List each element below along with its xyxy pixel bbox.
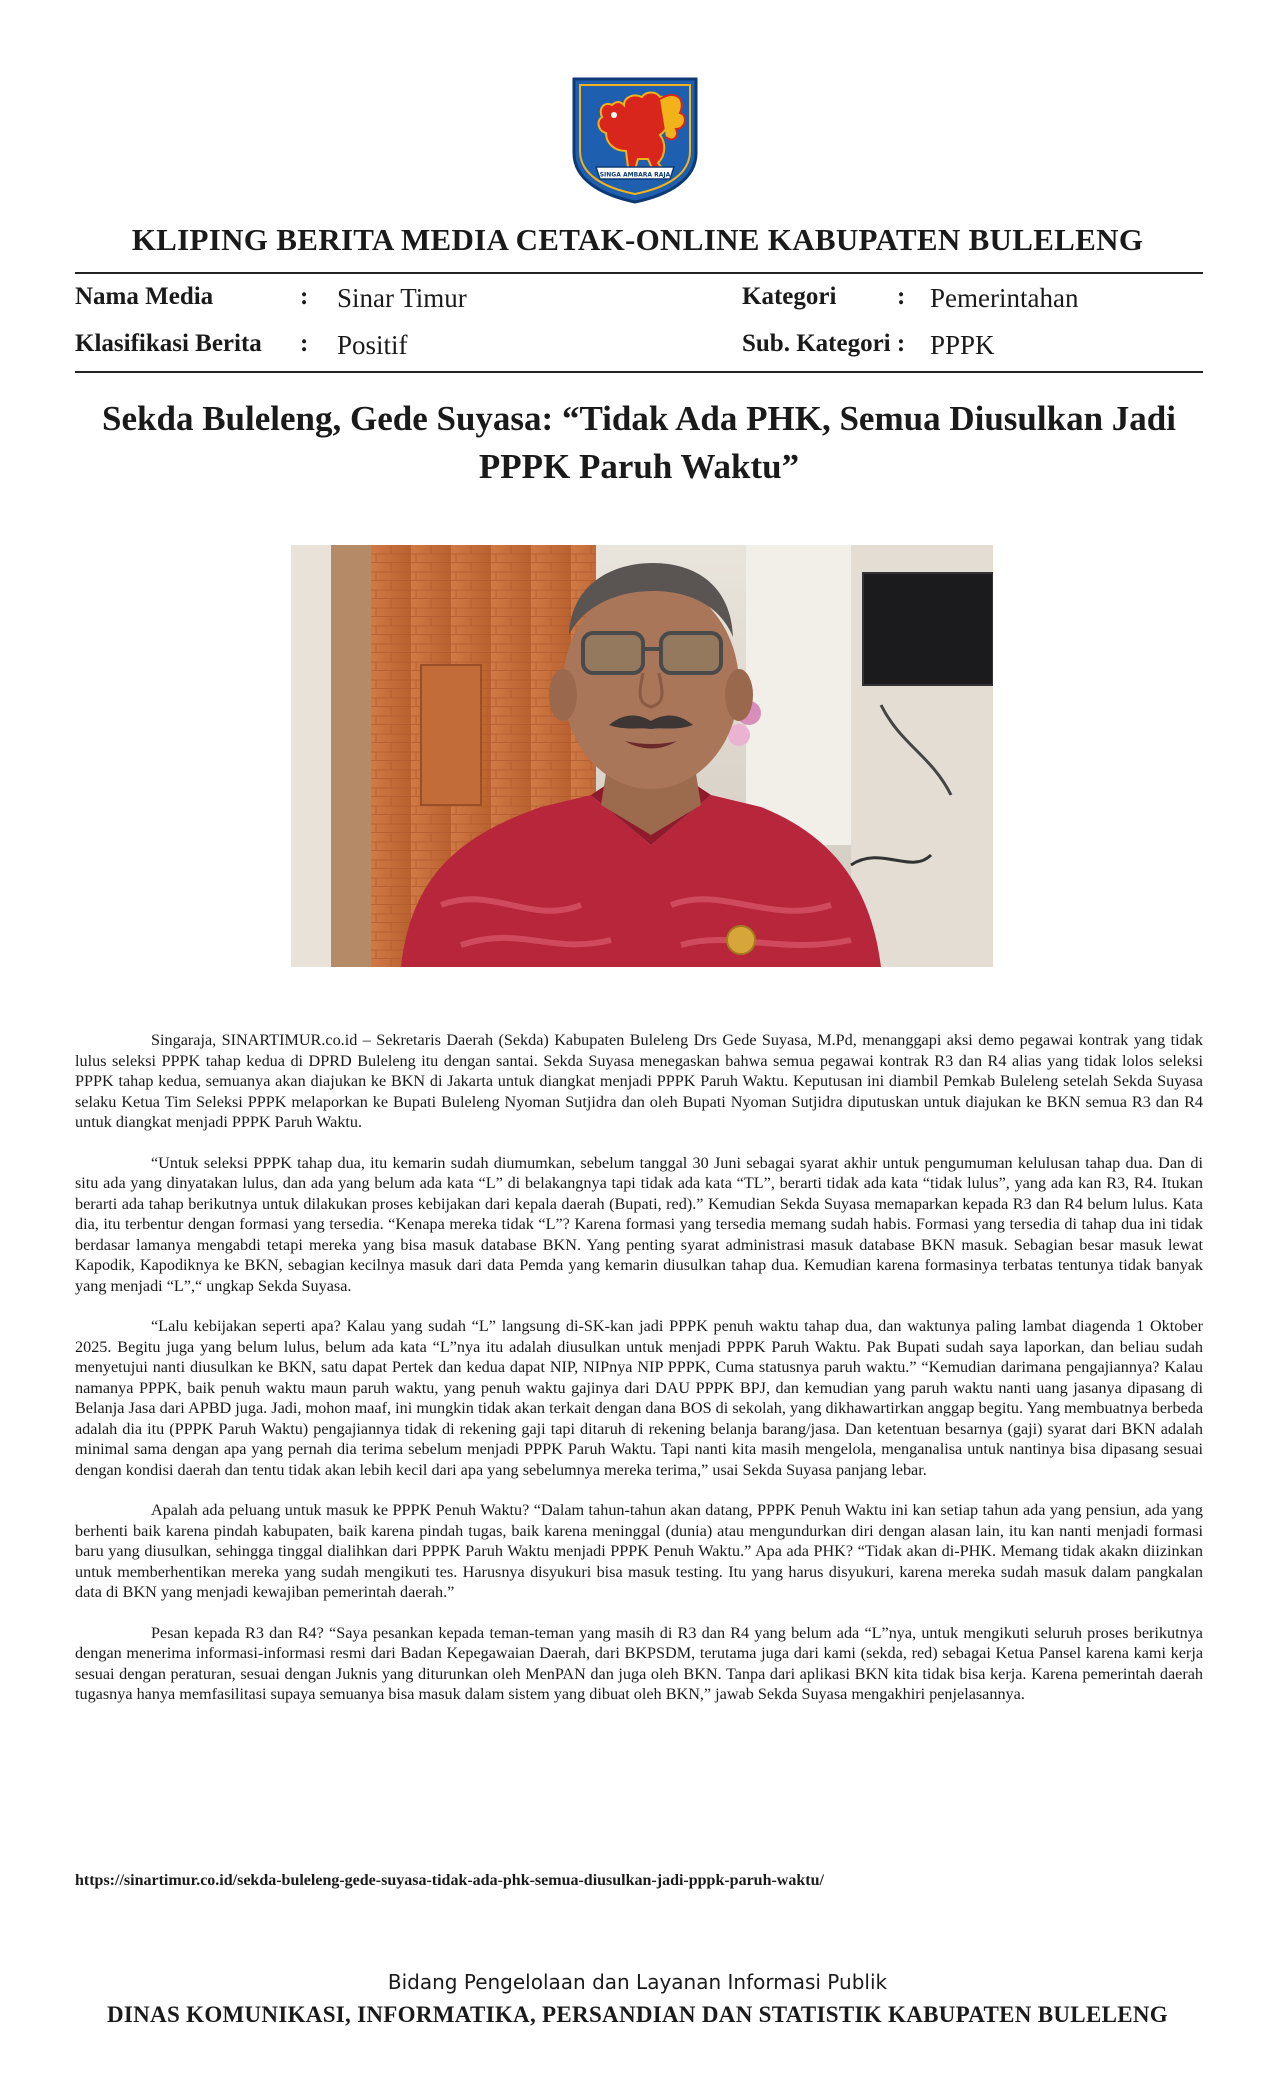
footer-division: Bidang Pengelolaan dan Layanan Informasi Publik: [387, 1970, 888, 1994]
crest-emblem-text: SINGA AMBARA RAJA: [599, 171, 671, 179]
classification-value: Positif: [337, 330, 408, 360]
source-url: https://sinartimur.co.id/sekda-buleleng-gede-suyasa-tidak-ada-phk-semua-diusulkan-jadi-pppk-paruh-waktu/: [75, 1872, 824, 1889]
clipping-title: KLIPING BERITA MEDIA CETAK-ONLINE KABUPATEN BULELENG: [131, 222, 1144, 257]
classification-label: Klasifikasi Berita: [75, 330, 262, 357]
article-photo: [291, 545, 993, 967]
article-paragraph: Apalah ada peluang untuk masuk ke PPPK Penuh Waktu? “Dalam tahun-tahun akan datang, PPPK Penuh Waktu ini kan setiap tahun ada yang pensiun, ada yang berhenti baik karena pindah kabupaten, baik karena pindah tugas, baik karena meninggal (dunia) atau mengundurkan diri dengan alasan lain, itu kan nanti menjadi formasi baru yang diusulkan, sehingga tinggal dialihkan dari PPPK Paruh Waktu menjadi PPPK Penuh Waktu.” Apa ada PHK? “Tidak akan di-PHK. Memang tidak akakn diizinkan untuk memberhentikan mereka yang sudah mengikuti tes. Harusnya disyukuri bisa masuk testing. Itu yang harus disyukuri, karena mereka sudah masuk dalam pangkalan data di BKN yang menjadi kewajiban pemerintah daerah.”: [75, 1501, 1203, 1601]
category-label: Kategori: [742, 283, 837, 310]
article-paragraph: “Lalu kebijakan seperti apa? Kalau yang sudah “L” langsung di-SK-kan jadi PPPK penuh waktu tahap dua, dan waktunya paling lambat diagenda 1 Oktober 2025. Begitu juga yang belum lulus, belum ada kata “L”nya itu adalah diusulkan untuk menjadi PPPK Paruh Waktu. Pak Bupati sudah saya laporkan, dan beliau sudah menyetujui nanti diusulkan ke BKN, satu dapat Pertek dan kedua dapat NIP, NIPnya NIP PPPK, Cuma statusnya paruh waktu.” “Kemudian darimana pengajiannya? Kalau namanya PPPK, baik penuh waktu maun paruh waktu, yang penuh waktu gajinya dari DAU PPPK BPJ, dan kemudian yang paruh waktu nanti uang jasanya dipasang di Belanja Jasa dari APBD juga. Jadi, mohon maaf, ini mungkin tidak akan terkait dengan dana BOS di sekolah, yang dikhawartirkan anggap begitu. Yang membuatnya berbeda adalah dia itu (PPPK Paruh Waktu) pengajiannya tidak di rekening gaji tapi ditaruh di rekening belanja barang/jasa. Dan ketentuan besarnya (gaji) syarat dari BKN adalah minimal sama dengan apa yang pernah dia terima sebelum menjadi PPPK Paruh Waktu. Tapi nanti kita masih mengelola, menganalisa untuk nantinya bisa dipasang sesuai dengan kondisi daerah dan tentu tidak akan lebih kecil dari apa yang sebelumnya mereka terima,” usai Sekda Suyasa panjang lebar.: [75, 1317, 1203, 1479]
article-body: [75, 1030, 1203, 1725]
subcategory-value: PPPK: [930, 330, 995, 360]
media-value: Sinar Timur: [337, 283, 467, 313]
category-colon: :: [897, 283, 906, 310]
media-colon: :: [300, 283, 309, 310]
article-headline: Sekda Buleleng, Gede Suyasa: “Tidak Ada PHK, Semua Diusulkan Jadi PPPK Paruh Waktu”: [102, 399, 1176, 486]
article-paragraph: Pesan kepada R3 dan R4? “Saya pesankan kepada teman-teman yang masih di R3 dan R4 yang belum ada “L”nya, untuk mengikuti seluruh proses berikutnya dengan menerima informasi-informasi resmi dari Badan Kepegawaian Daerah, dari BKPSDM, terutama juga dari kami (sekda, red) sebagai Ketua Pansel karena kami kerja sesuai dengan peraturan, sesuai dengan Juknis yang diturunkan oleh MenPAN dan juga oleh BKN. Tanpa dari aplikasi BKN kita tidak bisa kerja. Karena pemerintah daerah tugasnya hanya memfasilitasi supaya semuanya bisa masuk dalam sistem yang dibuat oleh BKN,” jawab Sekda Suyasa mengakhiri penjelasannya.: [75, 1623, 1203, 1703]
buleleng-lion-crest-icon: [568, 75, 702, 205]
article-paragraph: Singaraja, SINARTIMUR.co.id – Sekretaris Daerah (Sekda) Kabupaten Buleleng Drs Gede Suyasa, M.Pd, menanggapi aksi demo pegawai kontrak yang tidak lulus seleksi PPPK tahap kedua di DPRD Buleleng itu dengan santai. Sekda Suyasa menegaskan bahwa semua pegawai kontrak R3 dan R4 alias yang tidak lolos seleksi PPPK tahap kedua, semuanya akan diajukan ke BKN di Jakarta untuk diangkat menjadi PPPK Paruh Waktu. Keputusan ini diambil Pemkab Buleleng setelah Sekda Suyasa selaku Ketua Tim Seleksi PPPK melaporkan ke Bupati Buleleng Nyoman Sutjidra dan oleh Bupati Nyoman Sutjidra diputuskan untuk diajukan ke BKN semua R3 dan R4 untuk diangkat menjadi PPPK Paruh Waktu.: [75, 1031, 1203, 1131]
media-label: Nama Media: [75, 283, 214, 310]
footer-agency: DINAS KOMUNIKASI, INFORMATIKA, PERSANDIAN DAN STATISTIK KABUPATEN BULELENG: [107, 2002, 1168, 2027]
subcategory-label: Sub. Kategori :: [742, 330, 906, 357]
classification-colon: :: [300, 330, 309, 357]
header-rule-top: [75, 272, 1203, 274]
header-rule-bottom: [75, 371, 1203, 373]
article-paragraph: “Untuk seleksi PPPK tahap dua, itu kemarin sudah diumumkan, sebelum tanggal 30 Juni sebagai syarat akhir untuk pengumuman kelulusan tahap dua. Dan di situ ada yang dinyatakan lulus, dan ada yang belum ada kata “L” di belakangnya tapi tidak ada kata “TL”, berarti tidak ada kata “tidak lulus”, yang ada kan R3, R4. Itukan berarti ada tahap berikutnya untuk dilakukan proses kebijakan dari kepala daerah (Bupati, red).” Kemudian Sekda Suyasa memaparkan kepada R3 dan R4 belum lulus. Kata dia, itu terbentur dengan formasi yang tersedia. “Kenapa mereka tidak “L”? Karena formasi yang tersedia memang sudah habis. Formasi yang tersedia di tahap dua ini tidak berdasar lamanya mengabdi tetapi mereka yang bisa masuk database BKN. Yang penting syarat administrasi masuk database BKN masuk. Sebagian besar masuk lewat Kapodik, Kapodiknya ke BKN, sebagian kecilnya masuk dari data Pemda yang kemarin diusulkan tahap dua. Kemudian karena formasinya terbatas tentunya tidak banyak yang menjadi “L”,“ ungkap Sekda Suyasa.: [75, 1153, 1203, 1295]
category-value: Pemerintahan: [930, 283, 1079, 313]
